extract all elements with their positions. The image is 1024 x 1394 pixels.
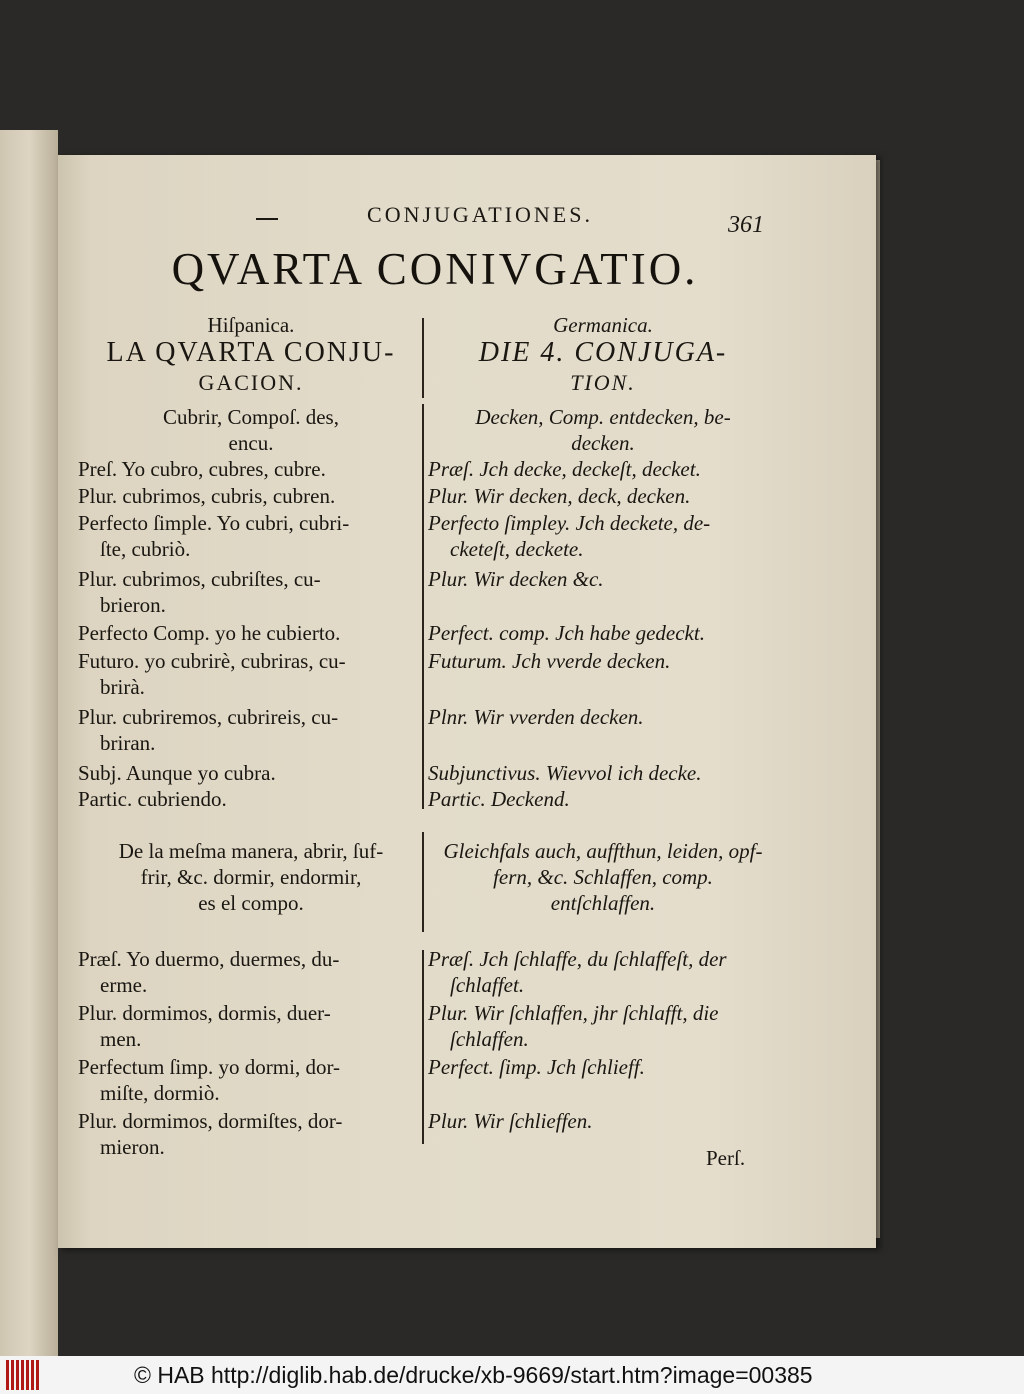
row-text: Plur. Wir ſchlaffen, jhr ſchlafft, die (428, 1001, 719, 1025)
conjugation-row (428, 704, 778, 730)
row-continuation: ſte, cubriò. (100, 537, 191, 561)
manner-paragraph (78, 838, 424, 916)
row-continuation: ſchlaffen. (450, 1027, 529, 1051)
catchword: Perſ. (706, 1146, 746, 1170)
conjugation-row (428, 483, 778, 509)
conjugation-row (78, 704, 424, 756)
row-text: Subj. Aunque yo cubra. (78, 761, 276, 785)
conjugation-row (78, 483, 424, 509)
conjugation-row (428, 946, 778, 998)
spanish-language-label: Hiſpanica. (207, 313, 295, 337)
spanish-heading-line1: LA QVARTA CONJU- (106, 337, 396, 368)
row-text: Perfect. ſimp. Jch ſchlieff. (428, 1055, 645, 1079)
conjugation-row (78, 566, 424, 618)
row-text: Præſ. Yo duermo, duermes, du- (78, 947, 340, 971)
conjugation-row (78, 760, 424, 786)
conjugation-row (78, 456, 424, 482)
manner-line: es el compo. (198, 891, 304, 915)
conjugation-row (78, 620, 424, 646)
conjugation-row (78, 786, 424, 812)
row-text: Plur. Wir ſchlieffen. (428, 1109, 593, 1133)
conjugation-row (78, 510, 424, 562)
conjugation-row (428, 760, 778, 786)
conjugation-row (428, 1000, 778, 1052)
row-text: Subjunctivus. Wievvol ich decke. (428, 761, 702, 785)
german-verb-line1: Decken, Comp. entdecken, be- (475, 405, 731, 429)
conjugation-row (428, 566, 778, 592)
row-continuation: cketeſt, deckete. (450, 537, 584, 561)
facing-page-edge (0, 130, 58, 1360)
row-text: Preſ. Yo cubro, cubres, cubre. (78, 457, 326, 481)
row-text: Plur. cubriremos, cubrireis, cu- (78, 705, 339, 729)
german-verb-line2: decken. (571, 431, 635, 455)
spanish-verb-line2: encu. (228, 431, 274, 455)
conjugation-row (78, 946, 424, 998)
row-text: Partic. cubriendo. (78, 787, 227, 811)
manner-line: Gleichfals auch, auffthun, leiden, opf- (443, 839, 763, 863)
conjugation-row (428, 1108, 778, 1134)
page-number: 361 (728, 212, 764, 238)
row-text: Perfecto ſimple. Yo cubri, cubri- (78, 511, 350, 535)
spanish-heading-line2: GACION. (198, 370, 304, 395)
page-title: QVARTA CONIVGATIO. (171, 244, 699, 294)
manner-line: frir, &c. dormir, endormir, (140, 865, 362, 889)
row-text: Plur. Wir decken &c. (428, 567, 604, 591)
row-text: Perfecto Comp. yo he cubierto. (78, 621, 341, 645)
manner-paragraph (428, 838, 778, 916)
footer-copyright-link[interactable]: © HAB http://diglib.hab.de/drucke/xb-9669/start.htm?image=00385 (134, 1362, 813, 1388)
row-continuation: brieron. (100, 593, 166, 617)
row-text: Plur. cubrimos, cubris, cubren. (78, 484, 336, 508)
footer-bar (0, 1356, 1024, 1394)
row-text: Præſ. Jch ſchlaffe, du ſchlaffeſt, der (428, 947, 727, 971)
manner-line: entſchlaffen. (550, 891, 656, 915)
spanish-verb-line1: Cubrir, Compoſ. des, (163, 405, 339, 429)
row-text: Plnr. Wir vverden decken. (428, 705, 644, 729)
conjugation-row (428, 510, 778, 562)
row-text: Plur. dormimos, dormis, duer- (78, 1001, 331, 1025)
running-head: CONJUGATIONES. (367, 202, 593, 227)
row-text: Præſ. Jch decke, deckeſt, decket. (428, 457, 701, 481)
conjugation-row (428, 1054, 778, 1080)
row-continuation: briran. (100, 731, 156, 755)
conjugation-row (428, 456, 778, 482)
german-language-label: Germanica. (553, 313, 653, 337)
row-text: Futuro. yo cubrirè, cubriras, cu- (78, 649, 346, 673)
row-text: Perfecto ſimpley. Jch deckete, de- (428, 511, 711, 535)
row-continuation: men. (100, 1027, 142, 1051)
row-text: Futurum. Jch vverde decken. (428, 649, 671, 673)
conjugation-row (78, 1054, 424, 1106)
row-continuation: brirà. (100, 675, 145, 699)
row-text: Perfectum ſimp. yo dormi, dor- (78, 1055, 341, 1079)
hab-logo-icon (6, 1360, 40, 1390)
row-text: Perfect. comp. Jch habe gedeckt. (428, 621, 705, 645)
german-heading-line2: TION. (570, 370, 636, 395)
manner-line: De la meſma manera, abrir, ſuf- (118, 839, 384, 863)
row-continuation: erme. (100, 973, 148, 997)
conjugation-row (78, 1000, 424, 1052)
conjugation-row (428, 620, 778, 646)
row-continuation: miſte, dormiò. (100, 1081, 220, 1105)
conjugation-row (428, 648, 778, 674)
row-continuation: ſchlaffet. (450, 973, 525, 997)
conjugation-row (78, 1108, 424, 1160)
row-text: Plur. dormimos, dormiſtes, dor- (78, 1109, 343, 1133)
row-text: Plur. cubrimos, cubriſtes, cu- (78, 567, 321, 591)
row-text: Partic. Deckend. (428, 787, 570, 811)
manner-line: fern, &c. Schlaffen, comp. (493, 865, 713, 889)
conjugation-row (428, 786, 778, 812)
row-text: Plur. Wir decken, deck, decken. (428, 484, 691, 508)
german-heading-line1: DIE 4. CONJUGA- (478, 337, 728, 368)
conjugation-row (78, 648, 424, 700)
row-continuation: mieron. (100, 1135, 165, 1159)
